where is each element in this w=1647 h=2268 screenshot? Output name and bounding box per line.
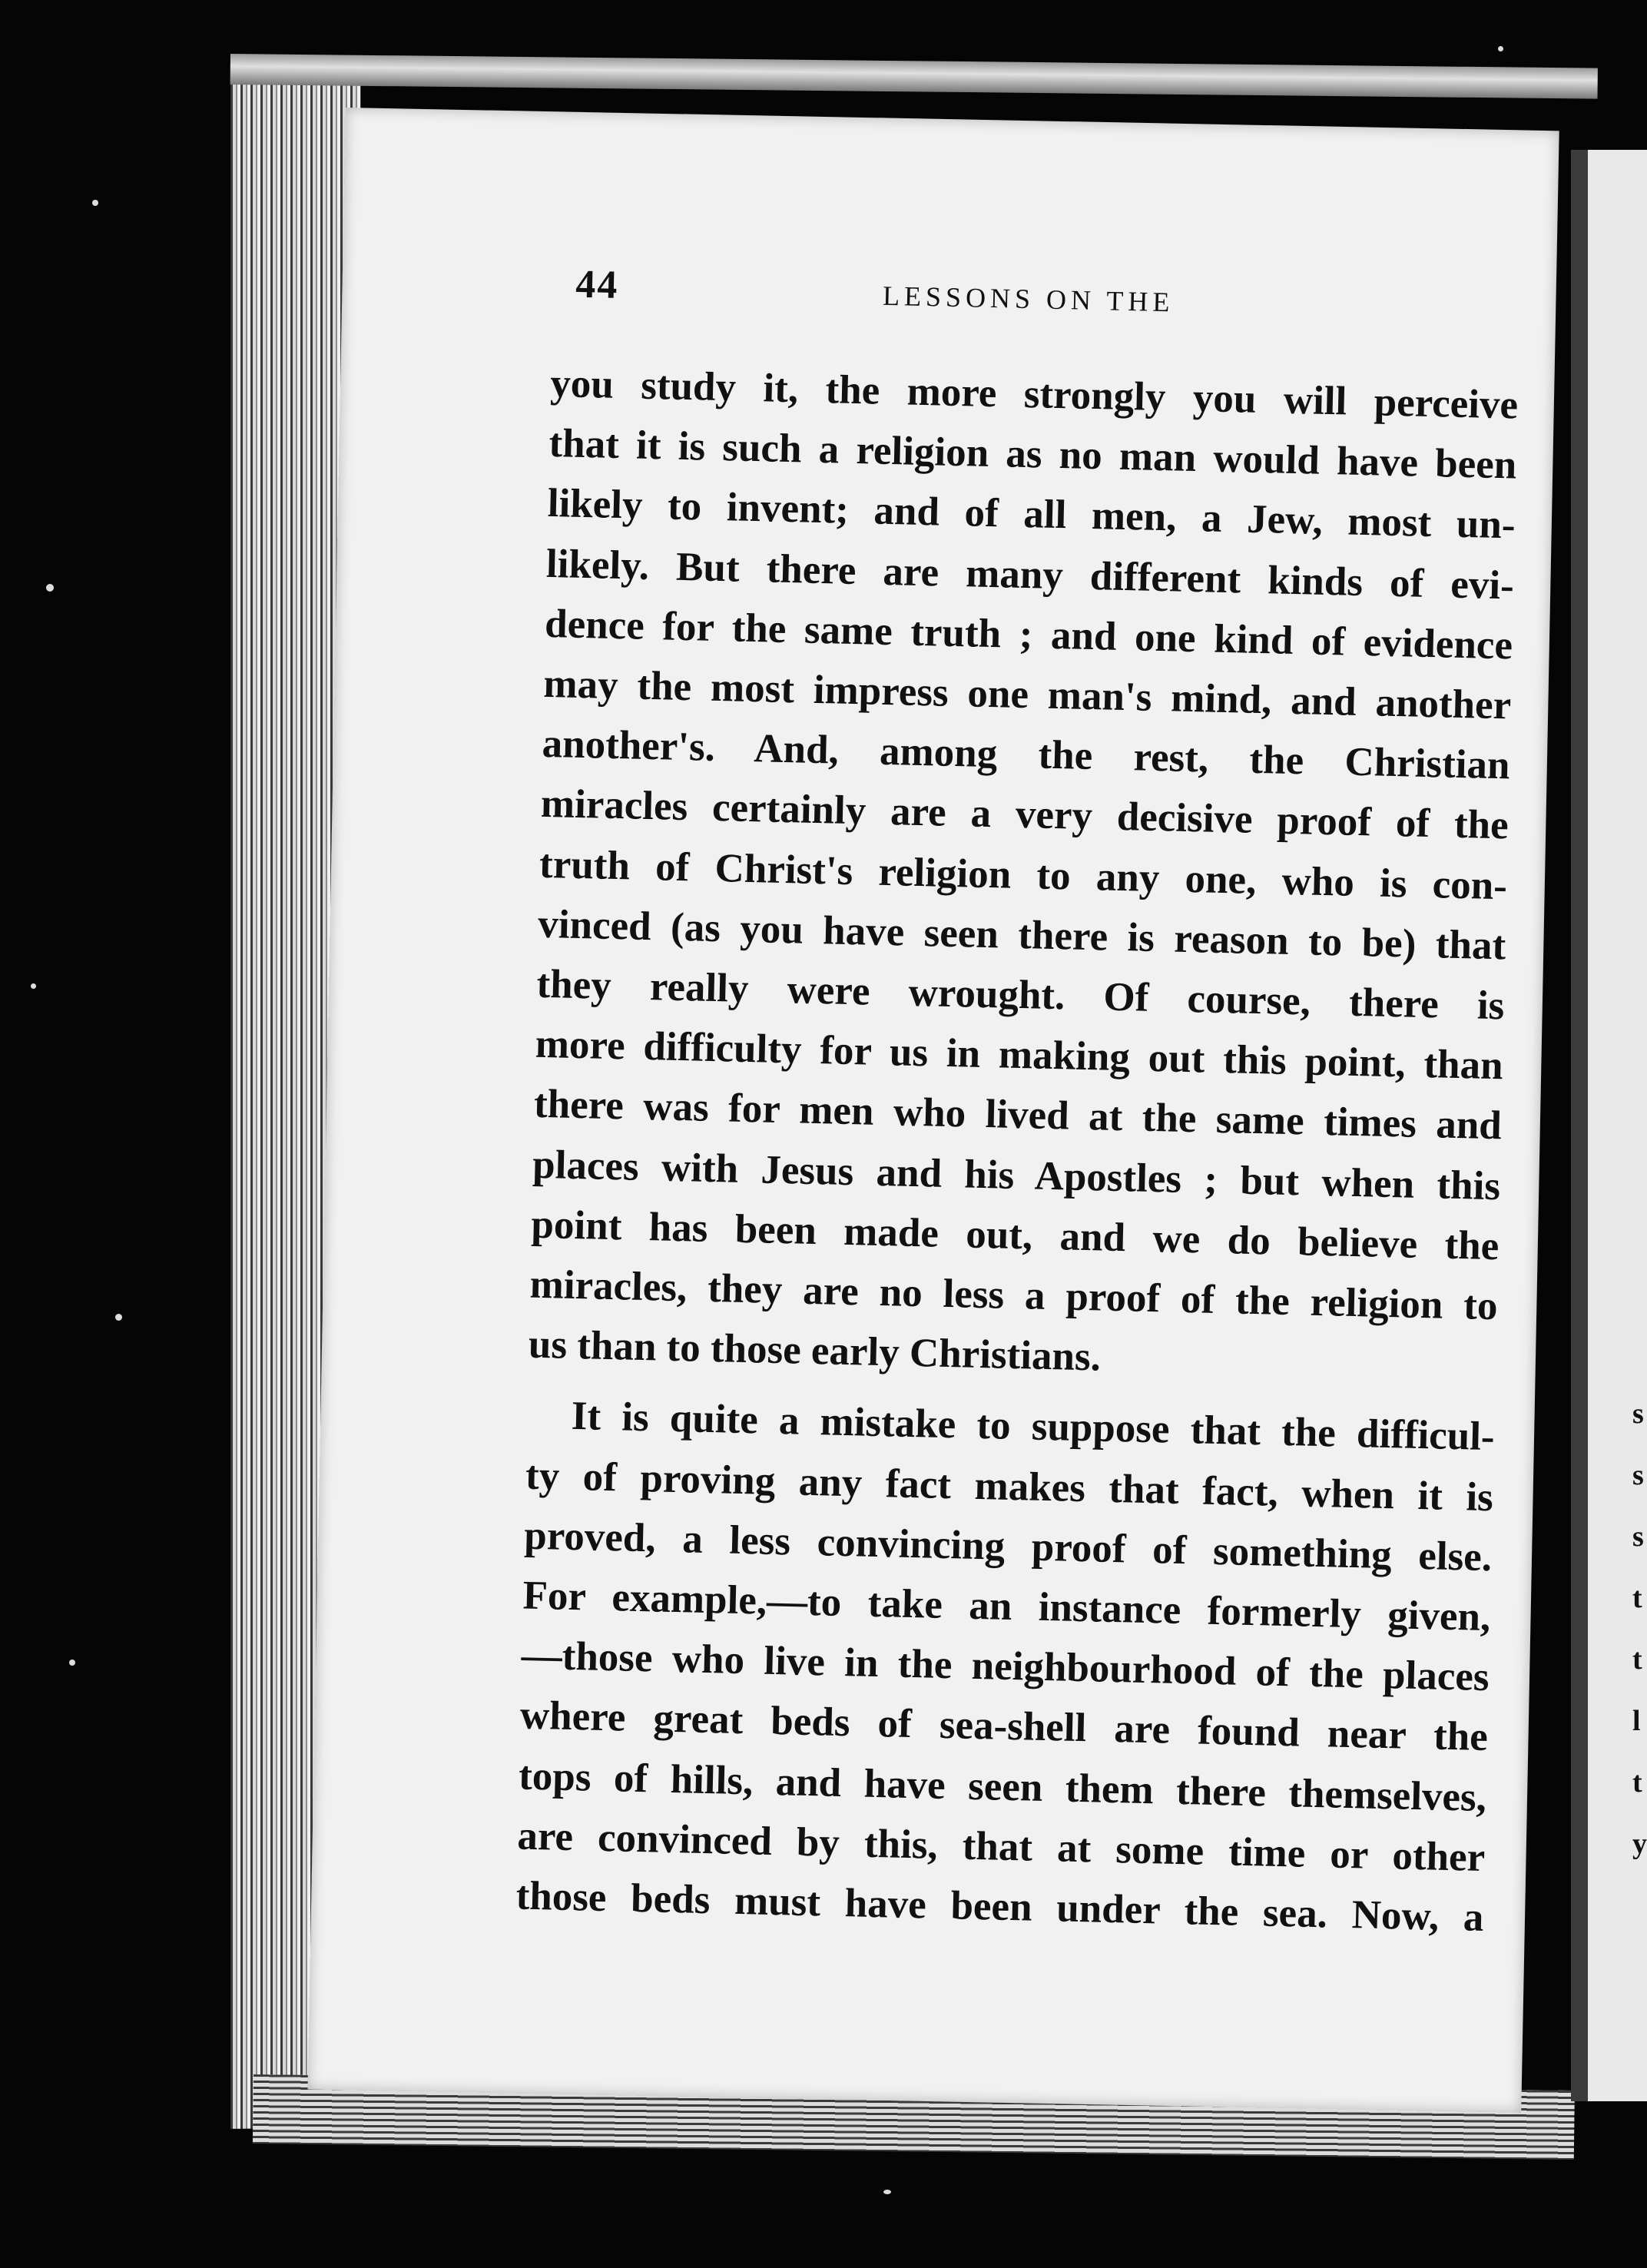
paragraph-1 — [528, 353, 1519, 1397]
facing-page-letter: t — [1632, 1766, 1642, 1799]
facing-page-letter: t — [1632, 1582, 1642, 1614]
page-number: 44 — [575, 262, 619, 307]
scan-speck — [883, 2190, 891, 2194]
facing-page-letter: t — [1632, 1643, 1642, 1676]
text-line: another's. And, among the rest, the Christian — [542, 721, 1511, 788]
text-line: they really were wrought. Of course, there is — [535, 961, 1505, 1029]
scan-speck — [31, 983, 36, 989]
scan-speck — [1498, 46, 1503, 51]
text-line: that it is such a religion as no man would have been — [548, 421, 1517, 488]
text-line: you study it, the more strongly you will perceive — [549, 360, 1519, 428]
text-line: where great beds of sea-shell are found near the — [519, 1693, 1489, 1760]
text-line: It is quite a mistake to suppose that the difficul- — [571, 1394, 1496, 1460]
facing-page-letter: l — [1632, 1705, 1641, 1737]
scan-speck — [46, 584, 54, 592]
text-line: ty of proving any fact makes that fact, when it is — [525, 1453, 1494, 1520]
text-line: are convinced by this, that at some time or other — [516, 1813, 1486, 1880]
text-line: likely. But there are many different kinds of evi- — [545, 541, 1515, 608]
text-line: us than to those early Christians. — [528, 1321, 1102, 1380]
text-line: there was for men who lived at the same times and — [533, 1082, 1503, 1149]
text-line: miracles certainly are a very decisive proof of the — [540, 781, 1509, 848]
text-line: those beds must have been under the sea. Now, a — [515, 1873, 1485, 1941]
text-line: miracles, they are no less a proof of the religion to — [529, 1262, 1499, 1329]
text-line: may the most impress one man's mind, and another — [542, 661, 1512, 728]
text-line: more difficulty for us in making out this point, than — [535, 1021, 1504, 1089]
running-head: LESSONS ON THE — [882, 280, 1175, 318]
paragraph-2 — [515, 1385, 1496, 1948]
facing-page-letter: y — [1632, 1828, 1647, 1860]
text-line: places with Jesus and his Apostles ; but when this — [532, 1142, 1501, 1209]
scan-speck — [115, 1314, 122, 1321]
text-line: tops of hills, and have seen them there themselves, — [518, 1753, 1487, 1820]
scan-speck — [92, 200, 98, 206]
text-line: likely to invent; and of all men, a Jew, most un- — [547, 481, 1516, 548]
text-line: —those who live in the neighbourhood of the places — [521, 1633, 1490, 1700]
text-line: point has been made out, and we do believe the — [530, 1202, 1500, 1269]
facing-page-letter: s — [1632, 1459, 1644, 1491]
text-line: For example,—to take an instance formerly given, — [522, 1573, 1491, 1640]
text-line: proved, a less convincing proof of something else. — [523, 1513, 1493, 1580]
text-line: vinced (as you have seen there is reason to be) that — [537, 901, 1506, 969]
facing-page-letter: s — [1632, 1520, 1644, 1553]
text-line: truth of Christ's religion to any one, who is con- — [539, 841, 1508, 909]
text-line: dence for the same truth ; and one kind of evidence — [544, 601, 1513, 668]
facing-page-letters — [1632, 1383, 1647, 1860]
facing-page-letter: s — [1632, 1398, 1644, 1430]
book-top-edge — [230, 54, 1598, 99]
page-text-block — [515, 261, 1521, 1948]
scan-speck — [69, 1660, 75, 1666]
